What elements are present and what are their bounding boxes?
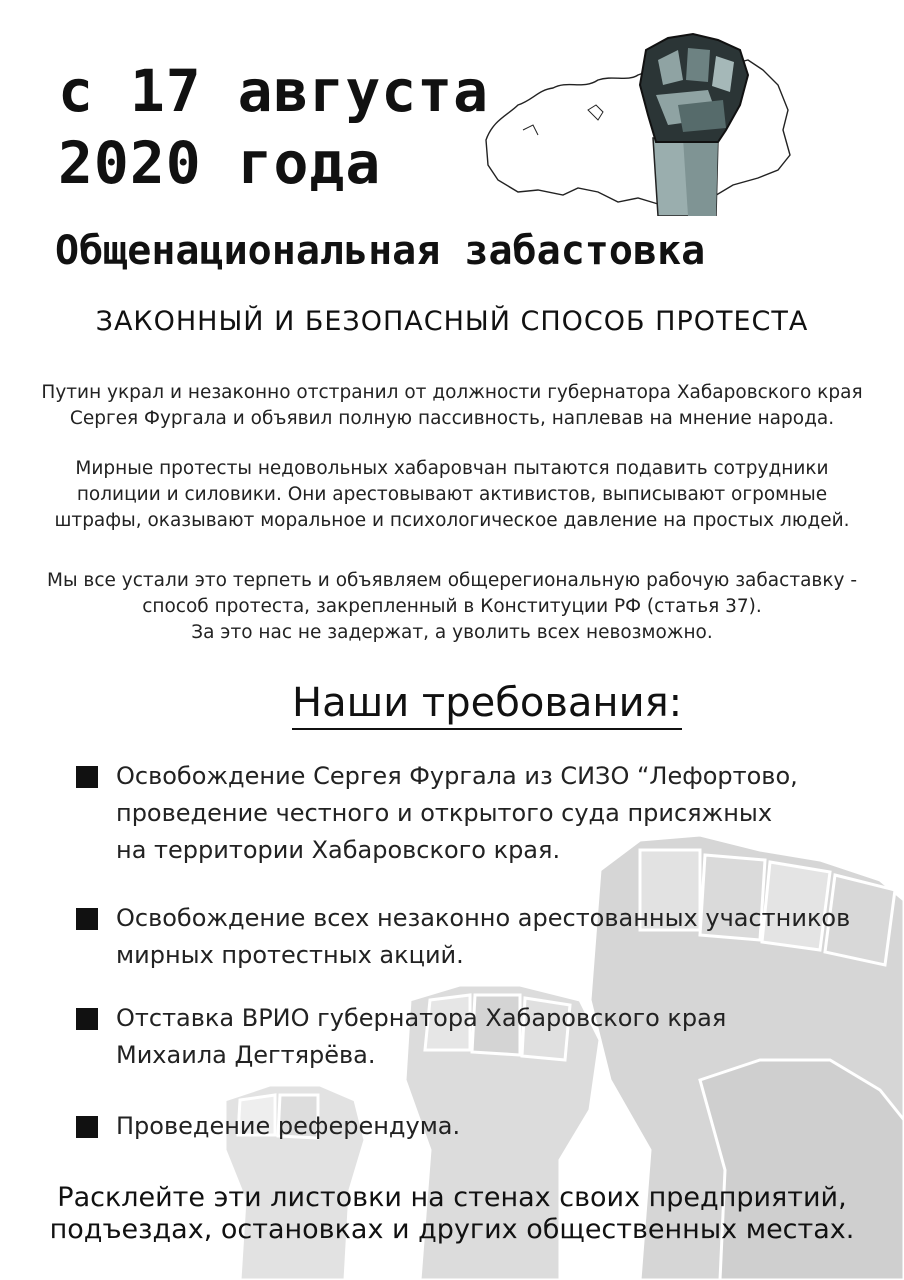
demand-text: Проведение референдума.: [116, 1112, 461, 1140]
demand-text: Отставка ВРИО губернатора Хабаровского края Михаила Дегтярёва.: [116, 1004, 727, 1069]
paragraph-1: Путин украл и незаконно отстранил от должности губернатора Хабаровского края Сергея Фургала и объявил полную пассивность, наплевав на мнение народа.: [41, 382, 863, 429]
demand-text: Освобождение всех незаконно арестованных участников мирных протестных акций.: [116, 904, 851, 969]
paragraph-3: Мы все устали это терпеть и объявляем общерегиональную рабочую забаставку - способ протеста, закрепленный в Конституции РФ (статья 37). За это нас не задержат, а уволить всех невозможно.: [46, 570, 858, 643]
demands-title: Наши требования:: [292, 680, 682, 730]
paragraph-2: Мирные протесты недовольных хабаровчан пытаются подавить сотрудники полиции и силовики. Они арестовывают активистов, выписывают огромные штрафы, оказывают моральное и психологическое давление на простых людей.: [54, 458, 850, 531]
date-line-1: с 17 августа: [58, 57, 490, 125]
subheadline: ЗАКОННЫЙ И БЕЗОПАСНЫЙ СПОСОБ ПРОТЕСТА: [95, 306, 809, 337]
square-bullet-icon: [76, 766, 98, 788]
demand-text: Освобождение Сергея Фургала из СИЗО “Лефортово, проведение честного и открытого суда присяжных на территории Хабаровского края.: [116, 762, 798, 864]
square-bullet-icon: [76, 1008, 98, 1030]
headline: Общенациональная забастовка: [55, 228, 706, 274]
date-line-2: 2020 года: [58, 129, 382, 197]
raised-fist-over-russia-map-icon: [478, 20, 800, 216]
footer-call-to-action: Расклейте эти листовки на стенах своих предприятий, подъездах, остановках и других общественных местах.: [49, 1182, 855, 1245]
square-bullet-icon: [76, 1116, 98, 1138]
square-bullet-icon: [76, 908, 98, 930]
